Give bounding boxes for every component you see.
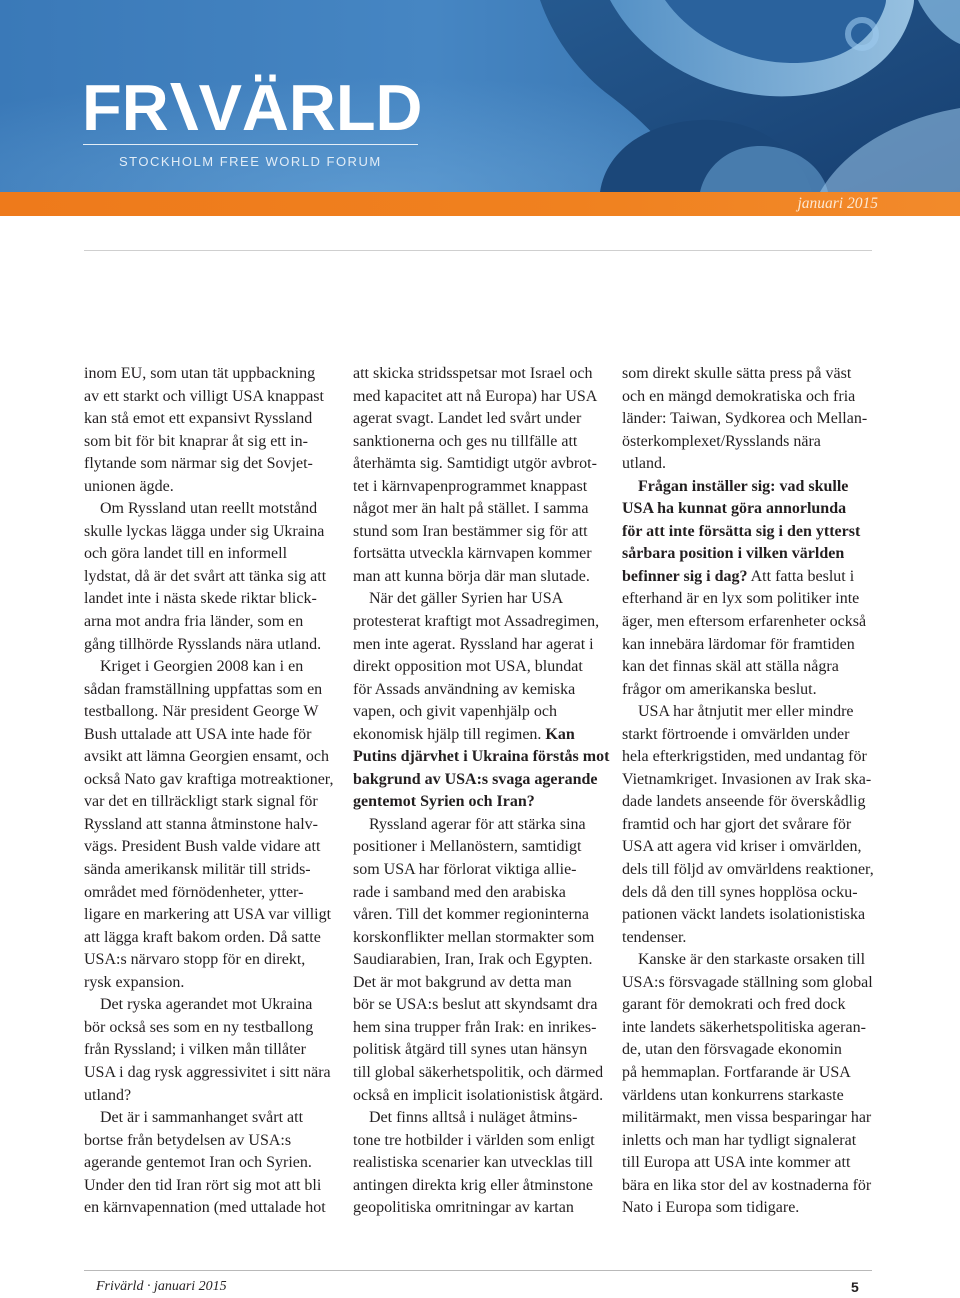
text-line: sända amerikansk militär till strids- — [84, 861, 311, 879]
text-line: sanktionerna och ges nu tillfälle att — [353, 432, 578, 450]
text-line: USA att agera vid kriser i omvärlden, — [622, 838, 862, 856]
text-line: testballong. När president George W — [84, 703, 319, 721]
bold-text-run: befinner sig i dag? — [622, 567, 748, 585]
text-line: stund som Iran bestämmer sig för att — [353, 522, 588, 540]
text-line: något mer än halt på stället. I samma — [353, 500, 589, 518]
text-line: framtid och har gjort det svårare för — [622, 815, 852, 833]
text-line — [622, 498, 884, 521]
text-column-3 — [622, 363, 884, 1220]
paragraph — [84, 656, 346, 994]
text-line: Kanske är den starkaste orsaken till — [638, 951, 866, 969]
paragraph — [622, 949, 884, 1220]
bold-text-run: bakgrund av USA:s svaga agerande — [353, 770, 598, 788]
paragraph — [353, 1107, 615, 1220]
paragraph — [353, 588, 615, 813]
logo-wordmark — [82, 71, 423, 144]
logo-tagline: STOCKHOLM FREE WORLD FORUM — [119, 154, 382, 169]
text-line: på hemmaplan. Fortfarande är USA — [622, 1063, 851, 1081]
text-line: USA i dag rysk aggressivitet i sitt nära — [84, 1063, 331, 1081]
text-line: unionen ägde. — [84, 477, 174, 495]
text-line — [353, 724, 615, 747]
text-line: Under den tid Iran rört sig mot att bli — [84, 1176, 322, 1194]
text-line: inletts och man har tydligt signalerat — [622, 1131, 857, 1149]
text-line: tendenser. — [622, 928, 687, 946]
masthead-banner — [0, 0, 960, 192]
text-line: landet inte i nästa skede riktar blick- — [84, 590, 317, 608]
text-line: och göra landet till en informell — [84, 545, 288, 563]
logo-letter: R — [288, 71, 336, 144]
text-line: agerat svagt. Landet led svårt under — [353, 410, 582, 428]
bold-text-run: sårbara position i vilken världen — [622, 545, 845, 563]
text-line: avsikt att lämna Georgien ensamt, och — [84, 748, 329, 766]
text-line: var det en tillräckligt stark signal för — [84, 793, 318, 811]
text-line: gång tillhörde Rysslands nära utland. — [84, 635, 322, 653]
text-line: inom EU, som utan tät uppbackning — [84, 365, 316, 382]
text-line: återhämta sig. Samtidigt utgör avbrot- — [353, 455, 597, 473]
text-line — [622, 543, 884, 566]
issue-bar — [0, 192, 960, 216]
text-line: dade landets anseende för överskådlig — [622, 793, 866, 811]
text-line — [622, 521, 884, 544]
bold-text-run: Kan — [545, 725, 575, 743]
text-line: fortsätta utveckla kärnvapen kommer — [353, 545, 592, 563]
text-line: bortse från betydelsen av USA:s — [84, 1131, 292, 1149]
text-line — [353, 791, 615, 814]
text-line: till Europa att USA inte kommer att — [622, 1154, 851, 1172]
text-line: rade i samband med den arabiska — [353, 883, 566, 901]
text-line: lydstat, då är det svårt att tänka sig att — [84, 567, 327, 585]
text-line: Det ryska agerandet mot Ukraina — [100, 996, 313, 1014]
text-line: och en mängd demokratiska och fria — [622, 387, 856, 405]
text-line: korskonflikter mellan stormakter som — [353, 928, 595, 946]
text-line: frågor om amerikanska beslut. — [622, 680, 817, 698]
text-line: vapen, och givit vapenhjälp och — [353, 703, 557, 721]
text-line: pationen väckt landets isolationistiska — [622, 906, 866, 924]
text-line: för Assads användning av kemiska — [353, 680, 576, 698]
text-line: Kriget i Georgien 2008 kan i en — [100, 658, 304, 676]
text-line: agerande gentemot Iran och Syrien. — [84, 1154, 312, 1172]
text-line: bör också ses som en ny testballong — [84, 1018, 314, 1036]
logo-letter: R — [121, 71, 169, 144]
text-line: realistiska scenarier kan utvecklas till — [353, 1154, 593, 1172]
text-line: hela efterkrigstiden, med undantag för — [622, 748, 867, 766]
text-line: Ryssland agerar för att stärka sina — [369, 815, 586, 833]
logo-underline — [83, 144, 418, 145]
text-column-2 — [353, 363, 615, 1220]
paragraph — [353, 363, 615, 588]
text-line: med kapacitet att nå Europa) har USA — [353, 387, 598, 405]
text-line: området med förnödenheter, ytter- — [84, 883, 304, 901]
text-line: Det är mot bakgrund av detta man — [353, 973, 572, 991]
text-line: till global säkerhetspolitik, och därmed — [353, 1063, 604, 1081]
text-line — [353, 769, 615, 792]
text-line: kan det finnas skäl att ställa några — [622, 658, 839, 676]
text-line: kan innebära lärdomar för framtiden — [622, 635, 855, 653]
paragraph — [622, 701, 884, 949]
text-line: USA har åtnjutit mer eller mindre — [638, 703, 854, 721]
text-line: äger, men eftersom erfarenheter också — [622, 613, 867, 631]
paragraph — [622, 363, 884, 476]
text-line — [622, 476, 884, 499]
text-line: en kärnvapennation (med uttalade hot — [84, 1199, 326, 1217]
logo-letter: D — [375, 71, 423, 144]
top-divider — [84, 250, 872, 251]
text-line: vägs. President Bush valde vidare att — [84, 838, 321, 856]
text-line: man att kunna börja där man slutade. — [353, 567, 590, 585]
paragraph — [353, 814, 615, 1107]
text-line: länder: Taiwan, Sydkorea och Mellan- — [622, 410, 868, 428]
text-line: att skicka stridsspetsar mot Israel och — [353, 365, 593, 382]
text-line: Saudiarabien, Iran, Irak och Egypten. — [353, 951, 593, 969]
text-line: skulle lyckas lägga under sig Ukraina — [84, 522, 325, 540]
text-line: efterhand är en lyx som politiker inte — [622, 590, 860, 608]
text-line — [622, 566, 884, 589]
logo-letter: Ä — [241, 71, 289, 144]
text-line: politisk åtgärd till synes utan hänsyn — [353, 1041, 588, 1059]
text-line: utland? — [84, 1086, 132, 1104]
text-line: ligare en markering att USA var villigt — [84, 906, 332, 924]
text-line: våren. Till det kommer regioninterna — [353, 906, 589, 924]
text-line: protesterat kraftigt mot Assadregimen, — [353, 613, 600, 631]
text-line: Nato i Europa som tidigare. — [622, 1199, 800, 1217]
footer-divider — [84, 1270, 872, 1271]
text-line: inte landets säkerhetspolitiska ageran- — [622, 1018, 866, 1036]
paragraph — [84, 498, 346, 656]
text-line: antingen direkta krig eller åtminstone — [353, 1176, 593, 1194]
text-line: dels till följd av omvärldens reaktioner, — [622, 861, 874, 879]
text-line: Ryssland att stanna åtminstone halv- — [84, 815, 318, 833]
text-line: geopolitiska omritningar av kartan — [353, 1199, 574, 1217]
text-line: garant för demokrati och fred dock — [622, 996, 846, 1014]
issue-date: januari 2015 — [797, 195, 878, 212]
text-line: tone tre hotbilder i världen som enligt — [353, 1131, 595, 1149]
logo-letter: L — [335, 71, 376, 144]
text-line: de, utan den försvagade ekonomin — [622, 1041, 842, 1059]
bold-text-run: Frågan inställer sig: vad skulle — [638, 477, 849, 495]
text-line: dels då den till synes hopplösa ocku- — [622, 883, 858, 901]
text-line: bör se USA:s beslut att skyndsamt dra — [353, 996, 598, 1014]
bold-text-run: USA ha kunnat göra annorlunda — [622, 500, 847, 518]
text-line: som bit för bit knaprar åt sig ett in- — [84, 432, 308, 450]
text-line: hem sina trupper från Irak: en inrikes- — [353, 1018, 597, 1036]
paragraph — [622, 476, 884, 701]
bold-text-run: gentemot Syrien och Iran? — [353, 793, 535, 811]
text-line — [353, 746, 615, 769]
text-line: världens utan konkurrens starkaste — [622, 1086, 844, 1104]
text-line: När det gäller Syrien har USA — [369, 590, 564, 608]
text-line: utland. — [622, 455, 666, 473]
text-line: som USA har förlorat viktiga allie- — [353, 861, 577, 879]
text-line: som direkt skulle sätta press på väst — [622, 365, 852, 382]
text-line: kan stå emot ett expansivt Ryssland — [84, 410, 313, 428]
page-number: 5 — [851, 1279, 859, 1295]
text-line: men inte agerat. Ryssland har agerat i — [353, 635, 594, 653]
text-line: tet i kärnvapenprogrammet knappast — [353, 477, 588, 495]
text-line: också Nato gav kraftiga motreaktioner, — [84, 770, 334, 788]
text-line: sådan framställning uppfattas som en — [84, 680, 323, 698]
text-run: Att fatta beslut i — [747, 567, 855, 585]
text-line: Vietnamkriget. Invasionen av Irak ska- — [622, 770, 872, 788]
text-line: USA:s försvagade ställning som global — [622, 973, 873, 991]
text-line: Bush uttalade att USA inte hade för — [84, 725, 312, 743]
text-line: Om Ryssland utan reellt motstånd — [100, 500, 318, 518]
text-line: österkomplexet/Rysslands nära — [622, 432, 821, 450]
logo-letter: V — [198, 71, 242, 144]
text-line: starkt förtroende i omvärlden under — [622, 725, 850, 743]
text-line: flytande som närmar sig det Sovjet- — [84, 455, 313, 473]
paragraph — [84, 1107, 346, 1220]
bold-text-run: för att inte försätta sig i den ytterst — [622, 522, 861, 540]
text-line: arna mot andra fria länder, som en — [84, 613, 304, 631]
text-line: militärmakt, men vissa besparingar har — [622, 1109, 872, 1127]
text-line: positioner i Mellanöstern, samtidigt — [353, 838, 582, 856]
text-line: Det finns alltså i nuläget åtmins- — [369, 1109, 578, 1127]
text-line: också en implicit isolationistisk åtgärd. — [353, 1086, 604, 1104]
text-line: från Ryssland; i vilken mån tillåter — [84, 1041, 306, 1059]
footer-publication: Frivärld · januari 2015 — [96, 1279, 227, 1294]
text-line: bära en lika stor del av kostnaderna för — [622, 1176, 872, 1194]
paragraph — [84, 994, 346, 1107]
text-line: av ett starkt och villigt USA knappast — [84, 387, 324, 405]
text-line: att lägga kraft bakom orden. Då satte — [84, 928, 321, 946]
bold-text-run: Putins djärvhet i Ukraina förstås mot — [353, 748, 610, 766]
logo-slash-glyph — [169, 75, 199, 140]
text-line: direkt opposition mot USA, blundat — [353, 658, 583, 676]
text-line: Det är i sammanhanget svårt att — [100, 1109, 304, 1127]
text-run: ekonomisk hjälp till regimen. — [353, 725, 546, 743]
text-column-1 — [84, 363, 346, 1220]
paragraph — [84, 363, 346, 498]
text-line: rysk expansion. — [84, 973, 185, 991]
logo-letter: F — [82, 71, 122, 144]
text-line: USA:s närvaro stopp för en direkt, — [84, 951, 306, 969]
